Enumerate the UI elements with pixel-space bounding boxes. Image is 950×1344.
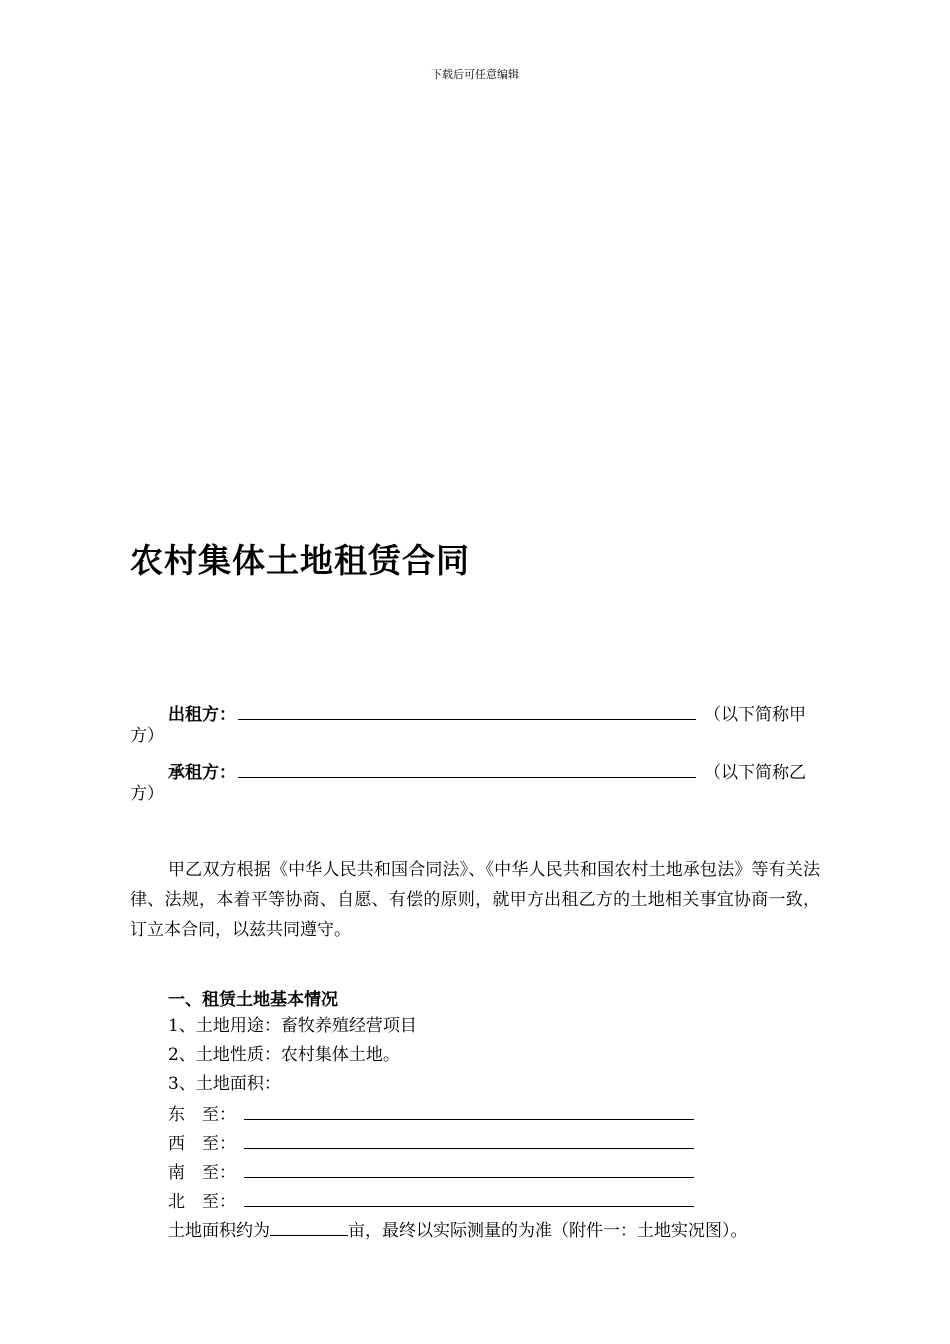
boundary-blank	[244, 1188, 694, 1207]
boundary-south	[168, 1159, 694, 1185]
boundary-east	[168, 1101, 694, 1127]
lessor-suffix: （以下简称甲	[704, 705, 806, 725]
area-suffix: 亩，最终以实际测量的为准（附件一：土地实况图）。	[348, 1221, 748, 1241]
boundary-label: 南 至：	[168, 1163, 236, 1183]
boundary-label: 东 至：	[168, 1105, 236, 1125]
list-item: 2、土地性质：农村集体土地。	[168, 1045, 400, 1065]
lessee-suffix: （以下简称乙	[704, 763, 806, 783]
boundary-blank	[244, 1101, 694, 1120]
lessee-label: 承租方：	[168, 763, 236, 783]
lessor-name-blank	[238, 702, 696, 720]
boundary-label: 北 至：	[168, 1192, 236, 1212]
boundary-blank	[244, 1130, 694, 1149]
list-item: 1、土地用途：畜牧养殖经营项目	[168, 1016, 417, 1036]
intro-paragraph: 甲乙双方根据《中华人民共和国合同法》、《中华人民共和国农村土地承包法》等有关法律、法规，本着平等协商、自愿、有偿的原则，就甲方出租乙方的土地相关事宜协商一致，订立本合同，以兹共同遵守。	[130, 860, 820, 940]
land-area-line	[168, 1217, 748, 1243]
lessee-row	[130, 760, 820, 805]
lessor-suffix-wrap: 方）	[130, 726, 164, 746]
lessee-name-blank	[238, 760, 696, 778]
boundary-blank	[244, 1159, 694, 1178]
area-blank	[270, 1217, 348, 1236]
list-item: 3、土地面积：	[168, 1074, 281, 1094]
boundary-west	[168, 1130, 694, 1156]
area-prefix: 土地面积约为	[168, 1221, 270, 1241]
page-header-note: 下载后可任意编辑	[431, 68, 519, 81]
contract-title: 农村集体土地租赁合同	[130, 541, 470, 580]
boundary-north	[168, 1188, 694, 1214]
lessor-label: 出租方：	[168, 705, 236, 725]
boundary-label: 西 至：	[168, 1134, 236, 1154]
lessor-row	[130, 702, 820, 747]
section-heading: 一、租赁土地基本情况	[168, 990, 338, 1010]
lessee-suffix-wrap: 方）	[130, 784, 164, 804]
